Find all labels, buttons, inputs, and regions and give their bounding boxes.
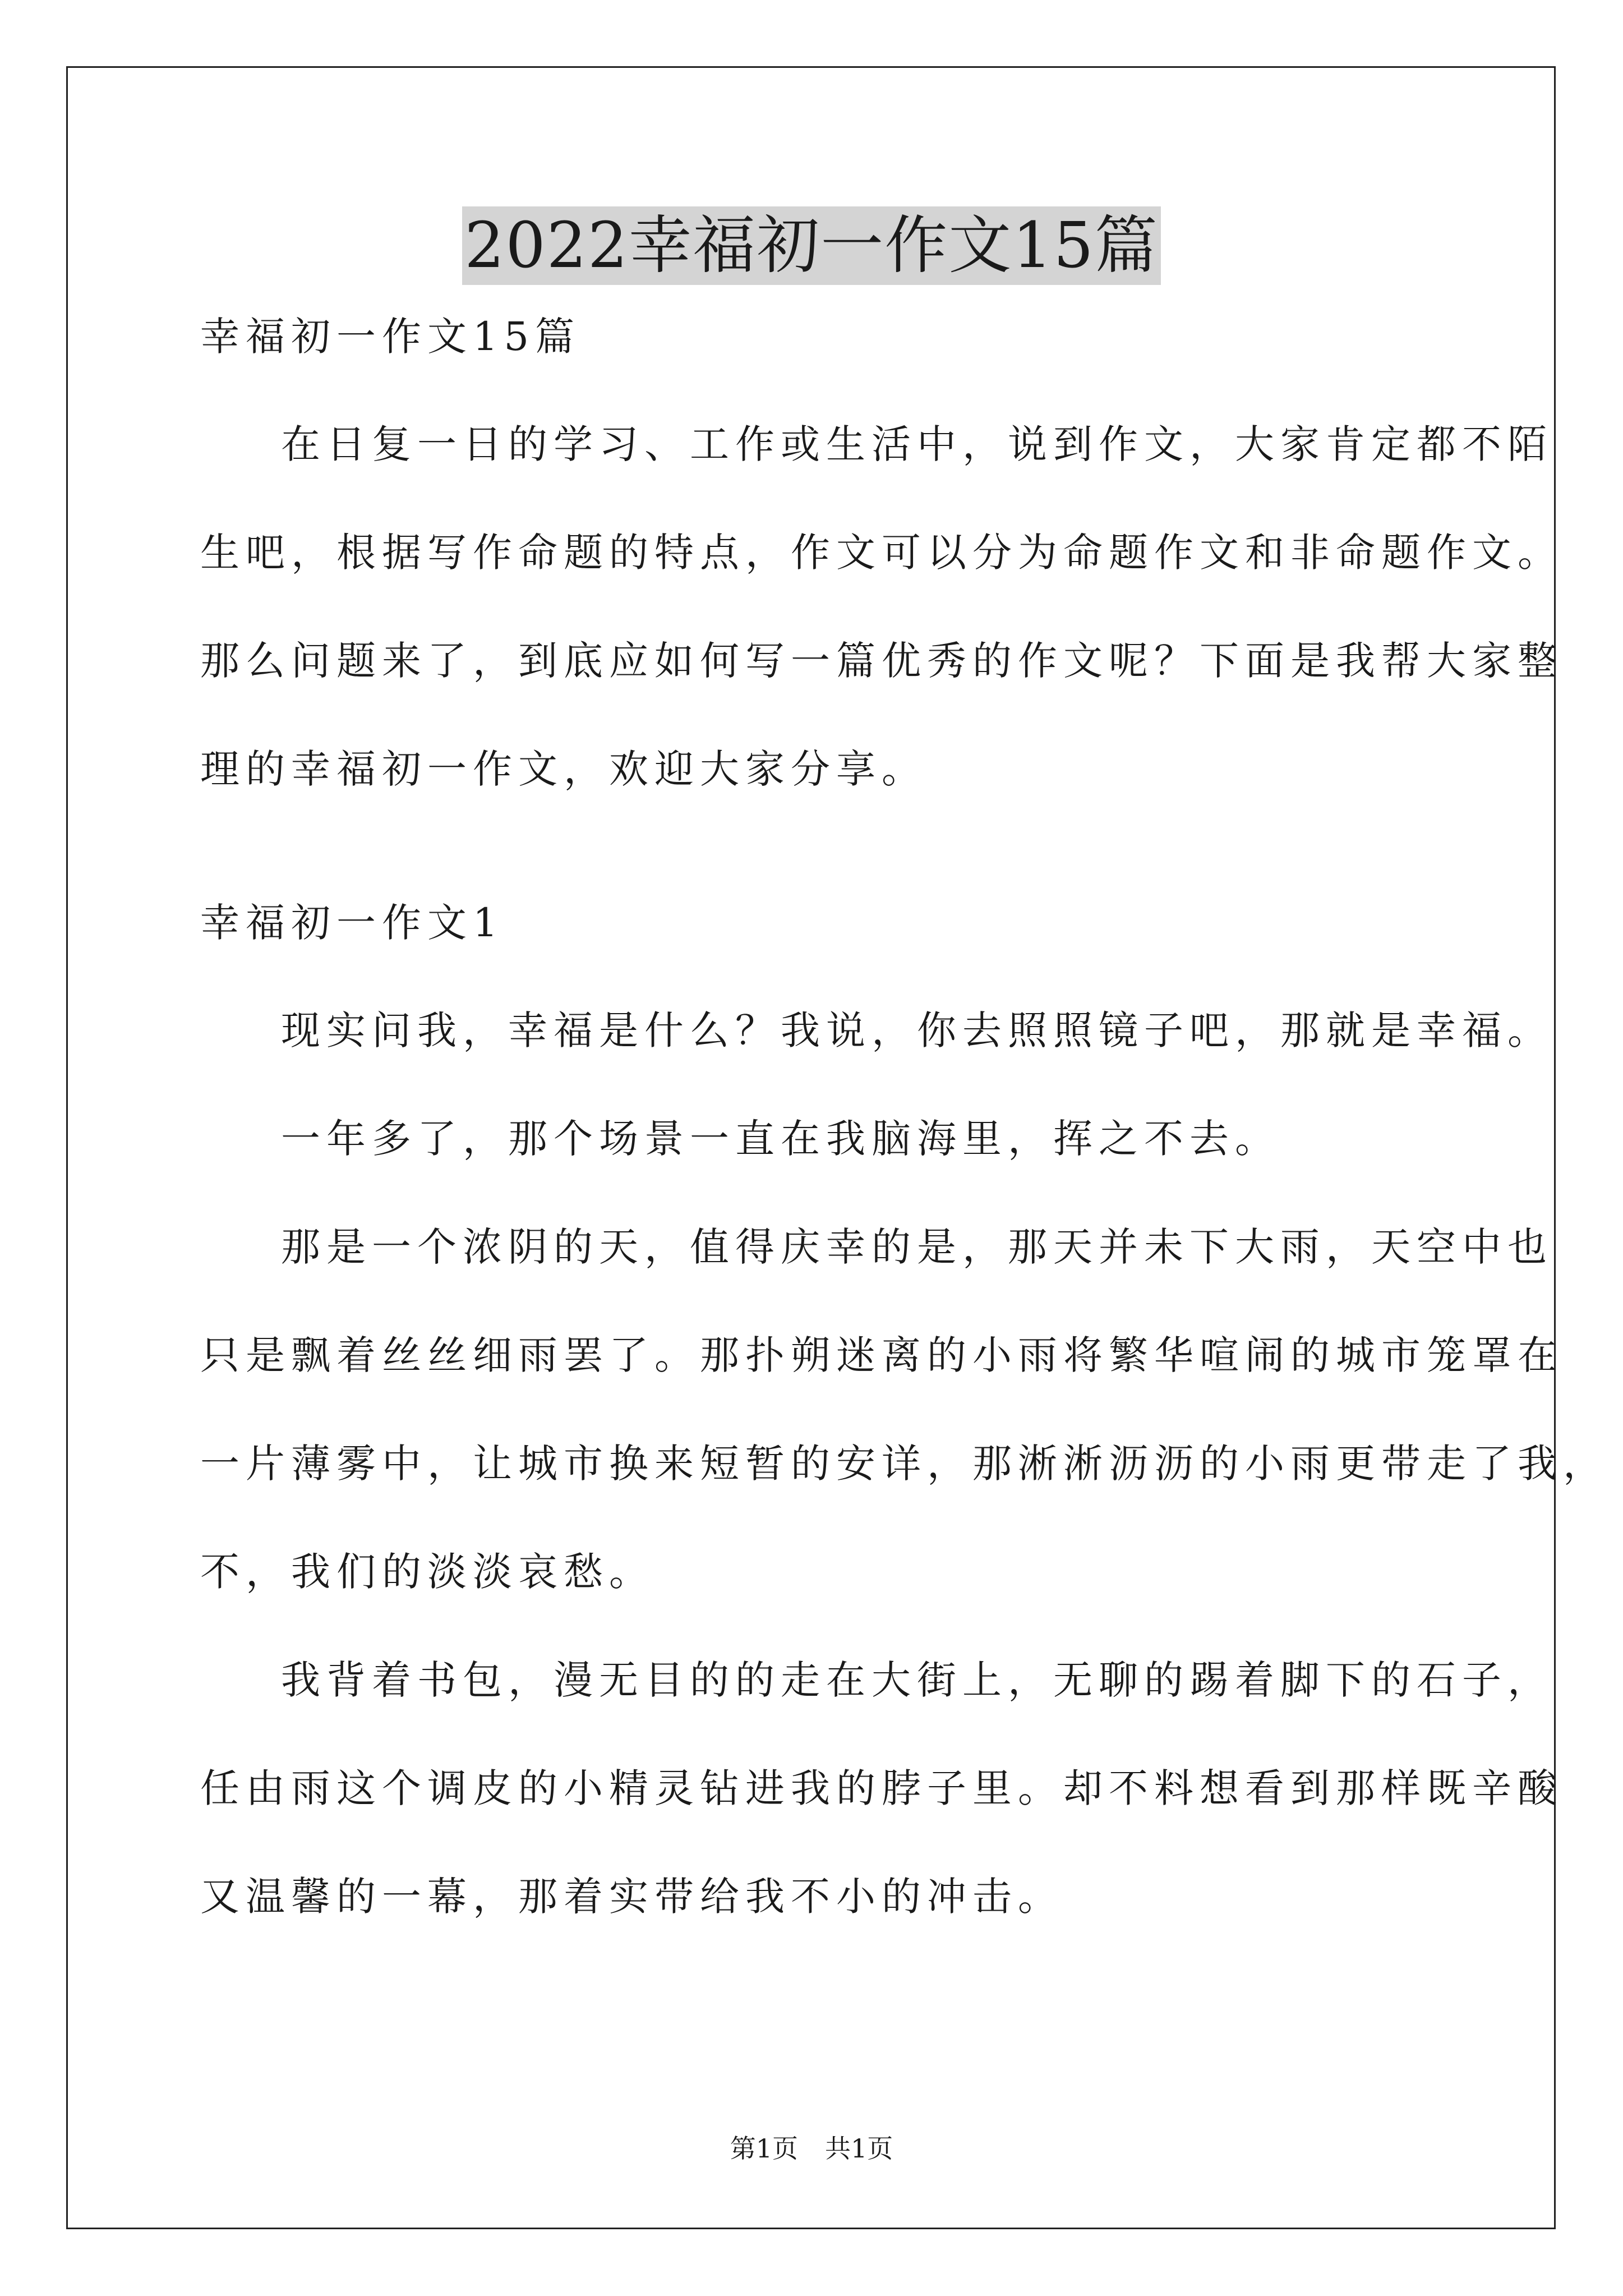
intro-line: 生吧，根据写作命题的特点，作文可以分为命题作文和非命题作文。: [200, 530, 1563, 576]
paragraph-line: 一片薄雾中，让城市换来短暂的安详，那淅淅沥沥的小雨更带走了我，: [200, 1441, 1608, 1487]
document-title: 2022幸福初一作文15篇: [462, 206, 1161, 285]
page-number: 第1页: [730, 2133, 798, 2164]
paragraph-line: 不，我们的淡淡哀愁。: [200, 1549, 654, 1595]
page-total: 共1页: [825, 2133, 893, 2164]
paragraph-line: 只是飘着丝丝细雨罢了。那扑朔迷离的小雨将繁华喧闹的城市笼罩在: [200, 1332, 1563, 1378]
paragraph-line: 我背着书包，漫无目的的走在大街上，无聊的踢着脚下的石子，: [281, 1657, 1553, 1703]
page-footer: [0, 2132, 1623, 2165]
document-body: [200, 310, 1608, 1924]
intro-line: 那么问题来了，到底应如何写一篇优秀的作文呢？下面是我帮大家整: [200, 638, 1563, 684]
paragraph-line: 任由雨这个调皮的小精灵钻进我的脖子里。却不料想看到那样既辛酸: [200, 1765, 1563, 1811]
intro-line: 在日复一日的学习、工作或生活中，说到作文，大家肯定都不陌: [281, 421, 1553, 467]
paragraph-line: 那是一个浓阴的天，值得庆幸的是，那天并未下大雨，天空中也: [281, 1224, 1553, 1270]
paragraph-line: 又温馨的一幕，那着实带给我不小的冲击。: [200, 1874, 1063, 1920]
document-subtitle: 幸福初一作文15篇: [200, 314, 581, 360]
intro-line: 理的幸福初一作文，欢迎大家分享。: [200, 746, 927, 792]
paragraph-line: 一年多了，那个场景一直在我脑海里，挥之不去。: [281, 1116, 1280, 1162]
paragraph-line: 现实问我，幸福是什么？我说，你去照照镜子吧，那就是幸福。: [281, 1007, 1553, 1053]
title-container: [0, 206, 1623, 285]
section-heading: 幸福初一作文1: [200, 900, 504, 946]
